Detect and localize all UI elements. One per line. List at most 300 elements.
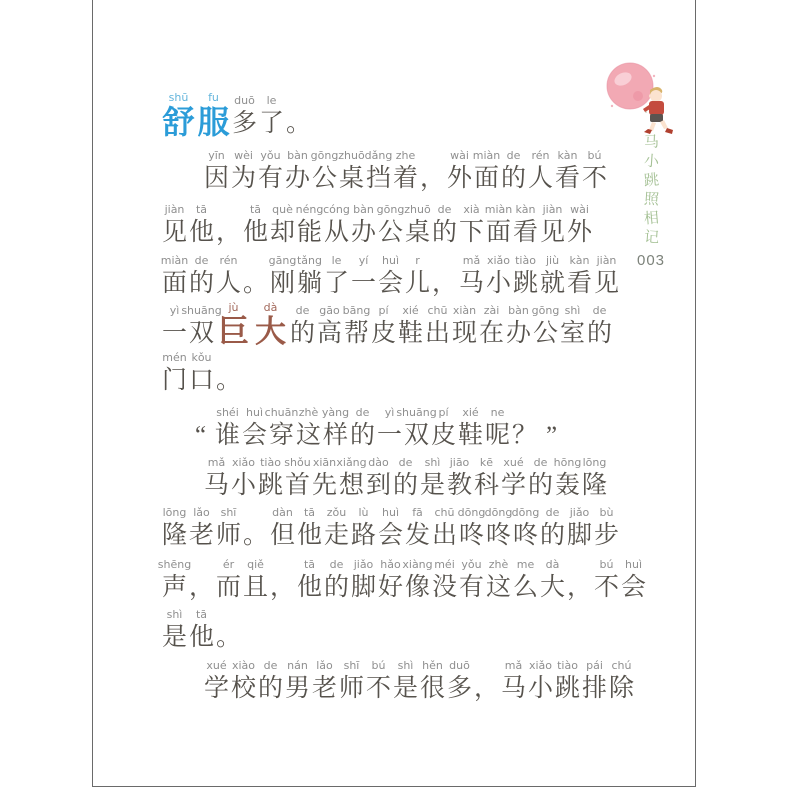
ruby-cell	[215, 351, 242, 397]
pinyin: de	[437, 203, 452, 216]
hanzi: 且	[242, 574, 268, 601]
pinyin: jiǎo	[569, 506, 590, 519]
ruby-cell	[161, 91, 196, 140]
hanzi: 能	[296, 219, 322, 246]
ruby-cell	[269, 254, 296, 300]
pinyin: jiàn	[164, 203, 185, 216]
hanzi: 是	[419, 472, 445, 499]
pinyin: kàn	[569, 254, 590, 267]
hanzi: 面	[473, 165, 499, 192]
hanzi: 一	[161, 320, 187, 347]
hanzi: 在	[478, 320, 504, 347]
ruby-line-p3-l2	[161, 506, 661, 552]
pinyin: bàn	[508, 304, 529, 317]
hanzi: 的	[586, 320, 612, 347]
hanzi: 口	[188, 367, 214, 394]
pinyin: de	[355, 406, 370, 419]
hanzi: 现	[451, 320, 477, 347]
ruby-cell	[620, 558, 647, 604]
hanzi: 男	[284, 675, 310, 702]
pinyin: rén	[531, 149, 550, 162]
pinyin: pái	[586, 659, 603, 672]
pinyin: chuān	[264, 406, 299, 419]
ruby-cell	[593, 506, 620, 552]
ruby-cell	[457, 406, 484, 452]
ruby-cell	[473, 659, 500, 705]
pinyin: zhuō	[338, 149, 365, 162]
ruby-cell	[458, 254, 485, 300]
hanzi: 隆	[581, 472, 607, 499]
pinyin: zhè	[298, 406, 319, 419]
hanzi: ？	[511, 422, 537, 449]
ruby-cell	[215, 203, 242, 249]
hanzi: 。	[242, 522, 268, 549]
pinyin: jiāo	[449, 456, 470, 469]
hanzi: 公	[377, 219, 403, 246]
pinyin: bú	[587, 149, 602, 162]
ruby-cell	[566, 506, 593, 552]
ruby-cell	[316, 304, 343, 350]
ruby-cell	[566, 254, 593, 300]
hanzi: 排	[581, 675, 607, 702]
hanzi: ”	[545, 422, 558, 449]
pinyin: bú	[599, 558, 614, 571]
ruby-line-p3-l1	[161, 456, 703, 502]
pinyin: tā	[195, 608, 208, 621]
hanzi: 小	[485, 270, 511, 297]
pinyin: yǒu	[260, 149, 281, 162]
hanzi: 巨	[218, 314, 249, 350]
hanzi: ，	[431, 270, 457, 297]
ruby-cell	[187, 406, 214, 452]
pinyin: gāng	[268, 254, 297, 267]
pinyin: lǎo	[316, 659, 333, 672]
hanzi: 门	[161, 367, 187, 394]
ruby-cell	[566, 203, 593, 249]
ruby-cell	[296, 558, 323, 604]
ruby-cell	[370, 304, 397, 350]
hanzi: 他	[242, 219, 268, 246]
pinyin: chú	[611, 659, 632, 672]
pinyin: tiào	[557, 659, 578, 672]
ruby-cell	[242, 254, 269, 300]
pinyin: gōng	[531, 304, 560, 317]
pinyin: miàn	[484, 203, 513, 216]
ruby-line-p1-l3	[161, 254, 661, 300]
ruby-cell	[512, 506, 539, 552]
ruby-cell	[188, 203, 215, 249]
hanzi: 么	[512, 574, 538, 601]
hanzi: 人	[215, 270, 241, 297]
hanzi: 脚	[350, 574, 376, 601]
hanzi: 桌	[404, 219, 430, 246]
pinyin: gōng	[376, 203, 405, 216]
ruby-cell	[586, 304, 613, 350]
hanzi: 学	[203, 675, 229, 702]
pinyin: lōng	[162, 506, 187, 519]
hanzi: 双	[403, 422, 429, 449]
pinyin: gāo	[319, 304, 340, 317]
ruby-cell	[527, 456, 554, 502]
pinyin: shì	[424, 456, 441, 469]
hanzi: 大	[539, 574, 565, 601]
ruby-cell	[365, 659, 392, 705]
hanzi: 见	[539, 219, 565, 246]
pinyin: bàn	[287, 149, 308, 162]
ruby-cell	[377, 203, 404, 249]
ruby-cell	[203, 149, 230, 195]
pinyin: pí	[378, 304, 389, 317]
pinyin: yǒu	[461, 558, 482, 571]
ruby-cell	[323, 203, 350, 249]
hanzi: 想	[338, 472, 364, 499]
side-title-char: 相	[643, 210, 661, 228]
ruby-cell	[446, 456, 473, 502]
hanzi: 下	[458, 219, 484, 246]
ruby-cell	[215, 301, 252, 350]
hanzi: 师	[215, 522, 241, 549]
pinyin: kàn	[557, 149, 578, 162]
hanzi: 跳	[257, 472, 283, 499]
side-title-vertical	[637, 135, 667, 247]
ruby-cell	[392, 149, 419, 195]
hanzi: 发	[404, 522, 430, 549]
hanzi: 看	[512, 219, 538, 246]
pinyin: zài	[483, 304, 500, 317]
hanzi: 皮	[430, 422, 456, 449]
ruby-cell	[478, 304, 505, 350]
ruby-cell	[431, 203, 458, 249]
hanzi: 出	[431, 522, 457, 549]
hanzi: 有	[458, 574, 484, 601]
ruby-cell	[473, 149, 500, 195]
ruby-cell	[404, 558, 431, 604]
hanzi: 咚	[485, 522, 511, 549]
pinyin: zhuō	[404, 203, 431, 216]
ruby-cell	[230, 149, 257, 195]
hanzi: 办	[350, 219, 376, 246]
hanzi: 首	[284, 472, 310, 499]
hanzi: 不	[593, 574, 619, 601]
ruby-cell	[397, 304, 424, 350]
pinyin: le	[266, 94, 277, 107]
ruby-cell	[284, 149, 311, 195]
hanzi: 跳	[554, 675, 580, 702]
ruby-cell	[430, 406, 457, 452]
pinyin: de	[506, 149, 521, 162]
pinyin: shuāng	[396, 406, 437, 419]
hanzi: 的	[349, 422, 375, 449]
ruby-cell	[242, 506, 269, 552]
pinyin: dōng	[511, 506, 540, 519]
hanzi: 双	[188, 320, 214, 347]
hanzi: 的	[188, 270, 214, 297]
ruby-cell	[215, 608, 242, 654]
pinyin: xiàng	[402, 558, 433, 571]
hanzi: 咚	[458, 522, 484, 549]
pinyin: zhè	[488, 558, 509, 571]
side-title-char: 跳	[643, 172, 661, 190]
pinyin: lù	[358, 506, 369, 519]
pinyin: xué	[503, 456, 524, 469]
pinyin: xié	[462, 406, 479, 419]
ruby-cell	[377, 506, 404, 552]
hanzi: 。	[242, 270, 268, 297]
ruby-cell	[539, 558, 566, 604]
ruby-line-p2-dialogue	[161, 406, 687, 452]
pinyin: hǎo	[380, 558, 401, 571]
ruby-cell	[458, 203, 485, 249]
hanzi: 躺	[296, 270, 322, 297]
hanzi: 一	[376, 422, 402, 449]
hanzi: 因	[203, 165, 229, 192]
hanzi: 声	[161, 574, 187, 601]
ruby-cell	[196, 91, 231, 140]
hanzi: ，	[215, 219, 241, 246]
ruby-cell	[554, 456, 581, 502]
ruby-cell	[581, 456, 608, 502]
hanzi: 是	[392, 675, 418, 702]
ruby-cell	[350, 506, 377, 552]
ruby-cell	[264, 406, 299, 452]
pinyin: bù	[599, 506, 614, 519]
pinyin: mén	[162, 351, 187, 364]
pinyin: zhe	[395, 149, 416, 162]
ruby-cell	[181, 304, 222, 350]
ruby-cell	[512, 254, 539, 300]
ruby-cell	[269, 203, 296, 249]
ruby-cell	[188, 351, 215, 397]
pinyin: jù	[228, 301, 239, 314]
hanzi: 的	[257, 675, 283, 702]
hanzi: 师	[338, 675, 364, 702]
ruby-cell	[231, 94, 258, 140]
pinyin: r	[415, 254, 420, 267]
ruby-cell	[161, 506, 188, 552]
hanzi: 公	[311, 165, 337, 192]
hanzi: 是	[161, 624, 187, 651]
hanzi: 路	[350, 522, 376, 549]
pinyin: xué	[206, 659, 227, 672]
pinyin: dàn	[272, 506, 293, 519]
pinyin: de	[263, 659, 278, 672]
hanzi: 呢	[484, 422, 510, 449]
hanzi: 面	[485, 219, 511, 246]
ruby-cell	[161, 608, 188, 654]
pinyin: zǒu	[326, 506, 347, 519]
hanzi: 步	[593, 522, 619, 549]
hanzi: 皮	[370, 320, 396, 347]
hanzi: 但	[269, 522, 295, 549]
pinyin: tā	[303, 558, 316, 571]
ruby-cell	[500, 659, 527, 705]
hanzi: 了	[258, 110, 284, 137]
pinyin: dǎng	[364, 149, 393, 162]
ruby-line-p4-l1	[161, 659, 703, 705]
hanzi: 儿	[404, 270, 430, 297]
ruby-cell	[512, 203, 539, 249]
pinyin: rén	[219, 254, 238, 267]
pinyin: fā	[412, 506, 423, 519]
ruby-line-p1-l4	[161, 301, 661, 350]
pinyin: shēng	[157, 558, 192, 571]
ruby-cell	[285, 94, 312, 140]
pinyin: xiǎng	[336, 456, 367, 469]
pinyin: wài	[570, 203, 589, 216]
ruby-cell	[473, 456, 500, 502]
hanzi: 看	[566, 270, 592, 297]
pinyin: le	[331, 254, 342, 267]
balloon-boy-illustration	[598, 58, 688, 138]
pinyin: lǎo	[193, 506, 210, 519]
hanzi: 除	[608, 675, 634, 702]
pinyin: fu	[208, 91, 219, 104]
ruby-cell	[257, 149, 284, 195]
hanzi: 办	[284, 165, 310, 192]
ruby-cell	[581, 149, 608, 195]
pinyin: jiù	[545, 254, 560, 267]
ruby-cell	[284, 659, 311, 705]
hanzi: 就	[539, 270, 565, 297]
pinyin: yì	[169, 304, 180, 317]
hanzi: 会	[377, 522, 403, 549]
ruby-cell	[608, 659, 635, 705]
pinyin: shì	[397, 659, 414, 672]
pinyin: kàn	[515, 203, 536, 216]
pinyin: mǎ	[462, 254, 481, 267]
side-title-char: 马	[643, 134, 661, 152]
hanzi: 从	[323, 219, 349, 246]
ruby-cell	[350, 558, 377, 604]
hanzi: ，	[269, 574, 295, 601]
pinyin: gōng	[310, 149, 339, 162]
hanzi: 挡	[365, 165, 391, 192]
hanzi: 好	[377, 574, 403, 601]
hanzi: 大	[255, 314, 286, 350]
ruby-cell	[419, 659, 446, 705]
hanzi: ，	[473, 675, 499, 702]
pinyin: miàn	[160, 254, 189, 267]
ruby-cell	[350, 254, 377, 300]
hanzi: 的	[539, 522, 565, 549]
pinyin: de	[545, 506, 560, 519]
pinyin: tā	[303, 506, 316, 519]
hanzi: ，	[566, 574, 592, 601]
side-title-char: 记	[643, 229, 661, 247]
pinyin: xiǎo	[486, 254, 511, 267]
ruby-cell	[161, 203, 188, 249]
ruby-cell	[203, 456, 230, 502]
side-title-char: 小	[643, 153, 661, 171]
hanzi: 多	[231, 110, 257, 137]
pinyin: shì	[564, 304, 581, 317]
pinyin: dōng	[457, 506, 486, 519]
hanzi: 样	[322, 422, 348, 449]
ruby-cell	[284, 456, 311, 502]
ruby-cell	[203, 659, 230, 705]
ruby-cell	[295, 406, 322, 452]
ruby-line-p1-l1	[161, 149, 703, 195]
ruby-cell	[485, 558, 512, 604]
ruby-cell	[338, 659, 365, 705]
pinyin: nán	[287, 659, 308, 672]
hanzi: 小	[527, 675, 553, 702]
hanzi: 。	[215, 624, 241, 651]
pinyin: wèi	[234, 149, 253, 162]
pinyin: dà	[263, 301, 278, 314]
pinyin: pí	[438, 406, 449, 419]
ruby-cell	[539, 254, 566, 300]
hanzi: ，	[188, 574, 214, 601]
pinyin: xiǎo	[528, 659, 553, 672]
pinyin: xià	[463, 203, 480, 216]
ruby-cell	[485, 254, 512, 300]
ruby-cell	[311, 659, 338, 705]
pinyin: de	[398, 456, 413, 469]
ruby-cell	[188, 506, 215, 552]
ruby-cell	[258, 94, 285, 140]
pinyin: yàng	[321, 406, 350, 419]
ruby-line-p3-l3	[157, 558, 661, 604]
ruby-cell	[338, 149, 365, 195]
hanzi: 外	[446, 165, 472, 192]
hanzi: 见	[593, 270, 619, 297]
ruby-cell	[188, 254, 215, 300]
hanzi: 的	[392, 472, 418, 499]
pinyin: huì	[625, 558, 642, 571]
ruby-cell	[161, 351, 188, 397]
ruby-cell	[511, 406, 538, 452]
pinyin: huì	[246, 406, 263, 419]
ruby-cell	[157, 558, 192, 604]
ruby-line-title-line	[161, 91, 661, 140]
ruby-cell	[365, 149, 392, 195]
hanzi: 却	[269, 219, 295, 246]
hanzi: 的	[323, 574, 349, 601]
pinyin: bàn	[353, 203, 374, 216]
hanzi: 马	[458, 270, 484, 297]
ruby-cell	[323, 506, 350, 552]
ruby-line-p1-l2	[161, 203, 661, 249]
pinyin: huì	[382, 506, 399, 519]
ruby-cell	[343, 304, 370, 350]
pinyin: shuāng	[181, 304, 222, 317]
ruby-cell	[404, 506, 431, 552]
ruby-cell	[539, 203, 566, 249]
ruby-cell	[392, 659, 419, 705]
ruby-cell	[188, 608, 215, 654]
hanzi: 。	[215, 367, 241, 394]
hanzi: 帮	[343, 320, 369, 347]
ruby-cell	[350, 203, 377, 249]
ruby-cell	[593, 254, 620, 300]
ruby-cell	[554, 659, 581, 705]
ruby-cell	[365, 456, 392, 502]
hanzi: 不	[365, 675, 391, 702]
hanzi: 多	[446, 675, 472, 702]
pinyin: yīn	[208, 149, 225, 162]
ruby-cell	[215, 558, 242, 604]
ruby-cell	[404, 203, 431, 249]
hanzi: 这	[485, 574, 511, 601]
ruby-cell	[242, 203, 269, 249]
pinyin: bú	[371, 659, 386, 672]
ruby-cell	[419, 149, 446, 195]
hanzi: “	[194, 422, 207, 449]
ruby-cell	[323, 558, 350, 604]
pinyin: dào	[368, 456, 389, 469]
ruby-cell	[252, 301, 289, 350]
